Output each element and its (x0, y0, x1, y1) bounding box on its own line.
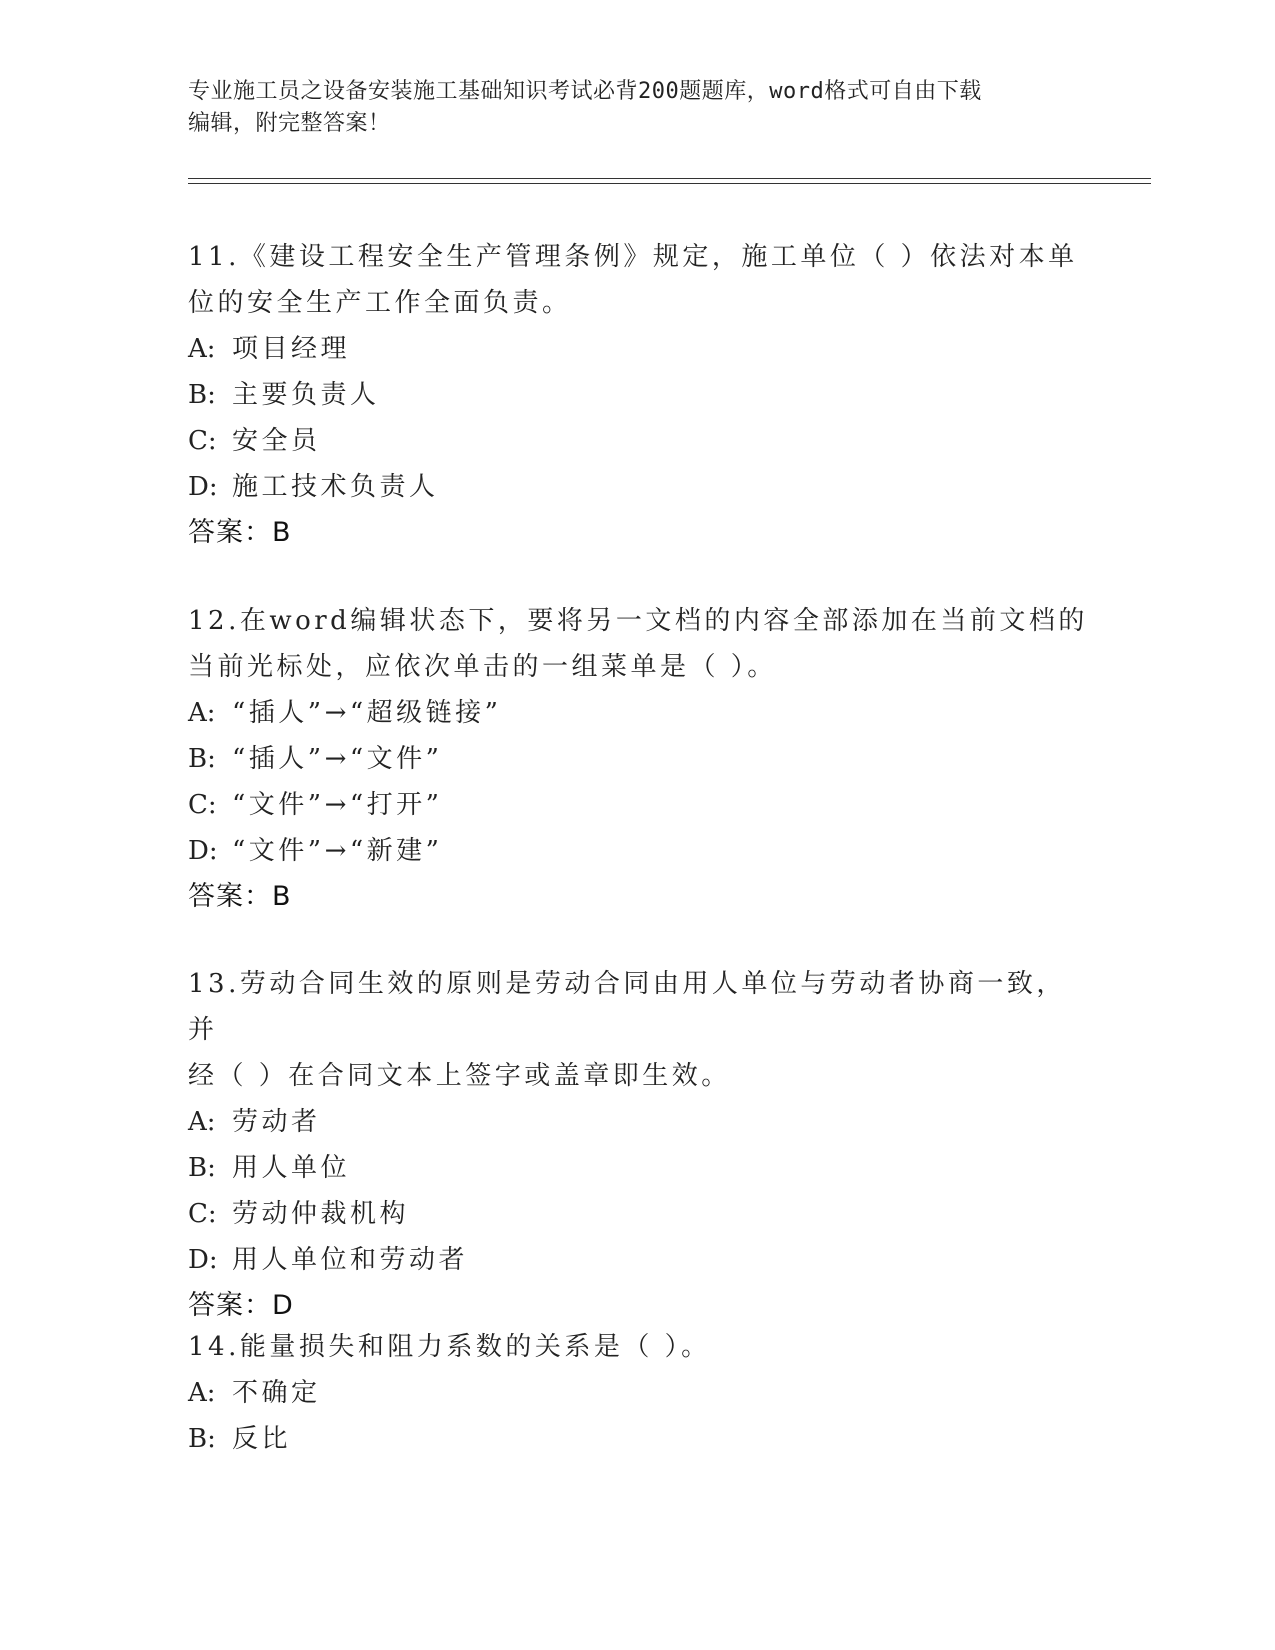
option-text: 用人单位和劳动者 (232, 1245, 469, 1275)
question-stem-line: 当前光标处，应依次单击的一组菜单是（ ）。 (188, 652, 777, 682)
question-stem (188, 598, 1088, 690)
header-divider-bottom (188, 183, 1151, 184)
answer-label: 答案：D (188, 1290, 294, 1321)
option-b (188, 1145, 1088, 1191)
option-d (188, 464, 1088, 510)
option-text: 施工技术负责人 (232, 472, 439, 502)
header-divider-top (188, 178, 1151, 179)
option-letter: D: (188, 1245, 218, 1275)
option-letter: A: (188, 1378, 216, 1408)
question-stem-line: 位的安全生产工作全面负责。 (188, 288, 572, 318)
option-text: “文件”→“新建” (232, 836, 443, 866)
answer-label: 答案：B (188, 881, 292, 912)
option-b (188, 736, 1088, 782)
option-text: “插人”→“超级链接” (232, 698, 502, 728)
option-b (188, 372, 1088, 418)
question-stem-line: 12.在word编辑状态下，要将另一文档的内容全部添加在当前文档的 (188, 606, 1088, 636)
question-12 (188, 598, 1088, 920)
question-stem (188, 234, 1088, 326)
option-text: 项目经理 (232, 334, 351, 364)
option-letter: D: (188, 836, 218, 866)
option-text: 反比 (232, 1424, 292, 1454)
header-line-2: 编辑，附完整答案！ (188, 111, 391, 136)
option-letter: B: (188, 1153, 216, 1183)
option-b (188, 1416, 1088, 1462)
question-11 (188, 234, 1088, 556)
option-text: 不确定 (232, 1378, 321, 1408)
answer-label: 答案：B (188, 517, 292, 548)
option-a (188, 690, 1088, 736)
option-letter: A: (188, 1107, 216, 1137)
question-stem-line: 经（ ）在合同文本上签字或盖章即生效。 (188, 1061, 731, 1091)
option-d (188, 828, 1088, 874)
option-text: 主要负责人 (232, 380, 380, 410)
option-letter: B: (188, 744, 216, 774)
question-13 (188, 961, 1088, 1329)
option-letter: C: (188, 1199, 217, 1229)
header-line-1: 专业施工员之设备安装施工基础知识考试必背200题题库，word格式可自由下载 (188, 79, 982, 104)
option-letter: D: (188, 472, 218, 502)
option-letter: B: (188, 1424, 216, 1454)
question-stem (188, 1324, 1088, 1370)
option-letter: A: (188, 334, 216, 364)
option-letter: A: (188, 698, 216, 728)
question-stem-line: 11.《建设工程安全生产管理条例》规定，施工单位（ ）依法对本单 (188, 242, 1078, 272)
option-letter: C: (188, 790, 217, 820)
question-14 (188, 1324, 1088, 1462)
option-a (188, 1099, 1088, 1145)
option-letter: B: (188, 380, 216, 410)
option-text: “插人”→“文件” (232, 744, 443, 774)
option-c (188, 782, 1088, 828)
option-letter: C: (188, 426, 217, 456)
option-text: “文件”→“打开” (232, 790, 443, 820)
option-c (188, 418, 1088, 464)
option-a (188, 326, 1088, 372)
question-stem (188, 961, 1088, 1099)
question-stem-line: 13.劳动合同生效的原则是劳动合同由用人单位与劳动者协商一致，并 (188, 969, 1066, 1045)
option-text: 安全员 (232, 426, 321, 456)
option-text: 劳动仲裁机构 (232, 1199, 410, 1229)
option-c (188, 1191, 1088, 1237)
option-text: 用人单位 (232, 1153, 351, 1183)
document-header (188, 76, 1068, 140)
option-d (188, 1237, 1088, 1283)
option-text: 劳动者 (232, 1107, 321, 1137)
question-stem-line: 14.能量损失和阻力系数的关系是（ ）。 (188, 1332, 711, 1362)
option-a (188, 1370, 1088, 1416)
